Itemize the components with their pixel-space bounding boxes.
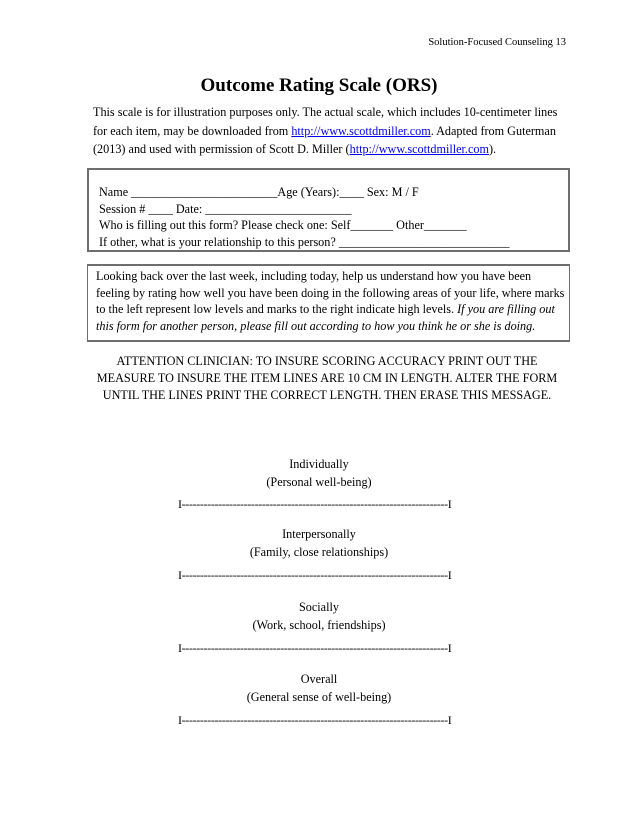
rating-line[interactable]: I-------------------------------------------------------------------------I [178,713,452,727]
client-info-box [87,168,570,252]
session-date-line: Session # ____ Date: ________________________ [99,201,352,216]
name-age-sex-line: Name ________________________Age (Years):____ Sex: M / F [99,185,419,199]
intro-text-2: . Adapted from Guterman (2013) and used with permission of Scott D. Miller ( [93,123,556,156]
instructions-italic-text: If you are filling out this form for another person, please fill out according to how you think he or she is doing. [96,302,555,333]
intro-text-1: This scale is for illustration purposes only. The actual scale, which includes 10-centimeter lines for each item, may be downloaded from [93,105,558,138]
item-description: (Work, school, friendships) [252,618,386,632]
rating-line[interactable]: I-------------------------------------------------------------------------I [178,568,452,582]
item-socially [0,598,638,634]
running-header: Solution-Focused Counseling 13 [428,37,566,48]
item-name: Socially [299,600,339,614]
item-individually [0,455,638,491]
item-name: Individually [289,457,349,471]
rating-line[interactable]: I-------------------------------------------------------------------------I [178,497,452,511]
item-description: (General sense of well-being) [246,690,392,704]
intro-text-3: ). [488,142,497,156]
item-interpersonally [0,525,638,561]
intro-paragraph [93,103,568,159]
scottdmiller-link-1[interactable]: http://www.scottdmiller.com [291,123,431,138]
item-name: Interpersonally [282,527,356,541]
respondent-line: Who is filling out this form? Please check one: Self_______ Other_______ [99,218,467,232]
clinician-attention-message: ATTENTION CLINICIAN: TO INSURE SCORING ACCURACY PRINT OUT THE MEASURE TO INSURE THE ITEM LINES ARE 10 CM IN LENGTH. ALTER THE FORM UNTIL THE LINES PRINT THE CORRECT LENGTH. THEN ERASE THIS MESSAGE. [96,354,558,402]
item-description: (Family, close relationships) [249,545,389,559]
item-name: Overall [300,672,338,686]
page-title: Outcome Rating Scale (ORS) [200,75,438,96]
item-description: (Personal well-being) [266,475,372,489]
scottdmiller-link-2[interactable]: http://www.scottdmiller.com [349,142,489,156]
instructions-text: Looking back over the last week, including today, help us understand how you have been feeling by rating how well you have been doing in the following areas of your life, where marks to the left represent low levels and marks to the right indicate high levels. [96,269,565,317]
item-overall [0,670,638,706]
relationship-line: If other, what is your relationship to this person? ____________________________ [99,234,510,249]
instructions-box [87,264,570,342]
rating-line[interactable]: I-------------------------------------------------------------------------I [178,641,452,655]
